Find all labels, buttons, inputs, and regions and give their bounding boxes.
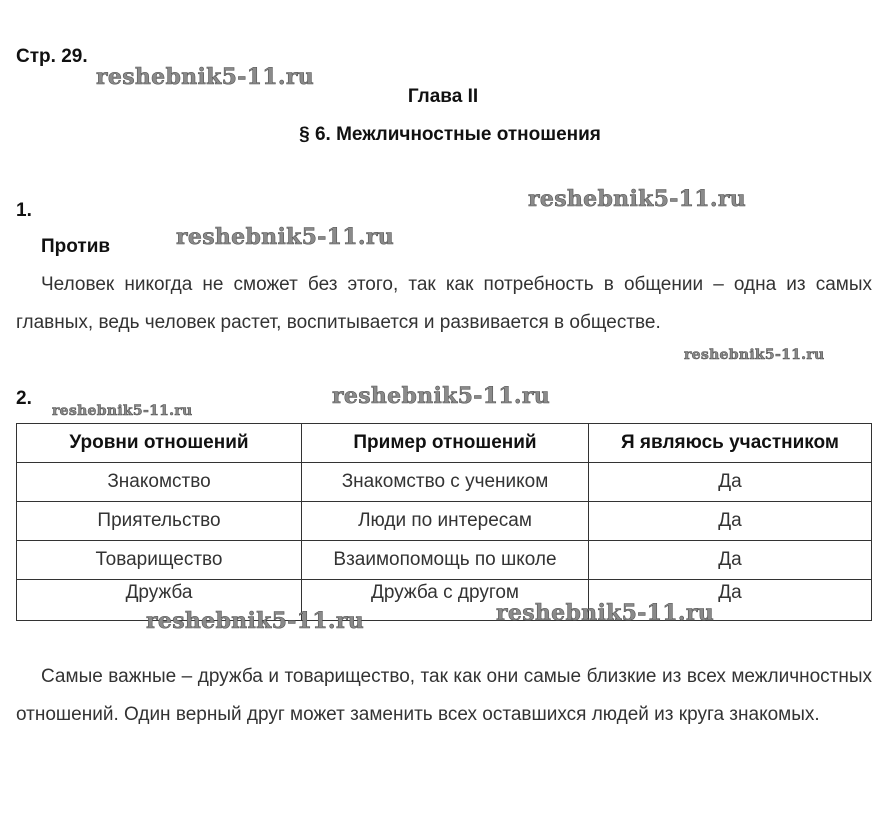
header-cell: Уровни отношений	[17, 424, 302, 463]
relations-table	[16, 423, 872, 621]
table-cell: Да	[589, 502, 872, 541]
table-cell: Дружба с другом	[302, 580, 589, 621]
chapter-title: Глава II	[407, 86, 479, 107]
header-cell: Я являюсь участником	[589, 424, 872, 463]
table-row	[17, 580, 872, 621]
watermark: reshebnik5-11.ru	[52, 403, 193, 419]
table-cell: Да	[589, 541, 872, 580]
table-cell: Товарищество	[17, 541, 302, 580]
header-cell: Пример отношений	[302, 424, 589, 463]
table-header-row	[17, 424, 872, 463]
watermark: reshebnik5-11.ru	[146, 608, 365, 634]
task2-number: 2.	[16, 388, 32, 409]
watermark: reshebnik5-11.ru	[684, 347, 825, 363]
table-row	[17, 541, 872, 580]
table-cell: Дружба	[17, 580, 302, 621]
table-cell: Знакомство	[17, 463, 302, 502]
table-cell: Люди по интересам	[302, 502, 589, 541]
task1-heading: Против	[41, 236, 111, 257]
table-cell: Знакомство с учеником	[302, 463, 589, 502]
table-cell: Взаимопомощь по школе	[302, 541, 589, 580]
table-cell: Да	[589, 463, 872, 502]
table-row	[17, 463, 872, 502]
watermark: reshebnik5-11.ru	[496, 600, 715, 626]
watermark: reshebnik5-11.ru	[176, 224, 395, 250]
watermark: reshebnik5-11.ru	[528, 186, 747, 212]
task2-conclusion: Самые важные – дружба и товарищество, так как они самые близкие из всех межличностных отношений. Один верный друг может заменить всех оставшихся людей из круга знакомых.	[16, 666, 872, 725]
watermark: reshebnik5-11.ru	[332, 383, 551, 409]
task1-number: 1.	[16, 200, 32, 221]
page-ref: Стр. 29.	[16, 46, 88, 67]
task1-text: Человек никогда не сможет без этого, так как потребность в общении – одна из самых главных, ведь человек растет, воспитывается и развивается в обществе.	[16, 274, 872, 333]
watermark: reshebnik5-11.ru	[96, 64, 315, 90]
table-cell: Да	[589, 580, 872, 621]
section-title: § 6. Межличностные отношения	[299, 124, 601, 145]
table-cell: Приятельство	[17, 502, 302, 541]
table-row	[17, 502, 872, 541]
